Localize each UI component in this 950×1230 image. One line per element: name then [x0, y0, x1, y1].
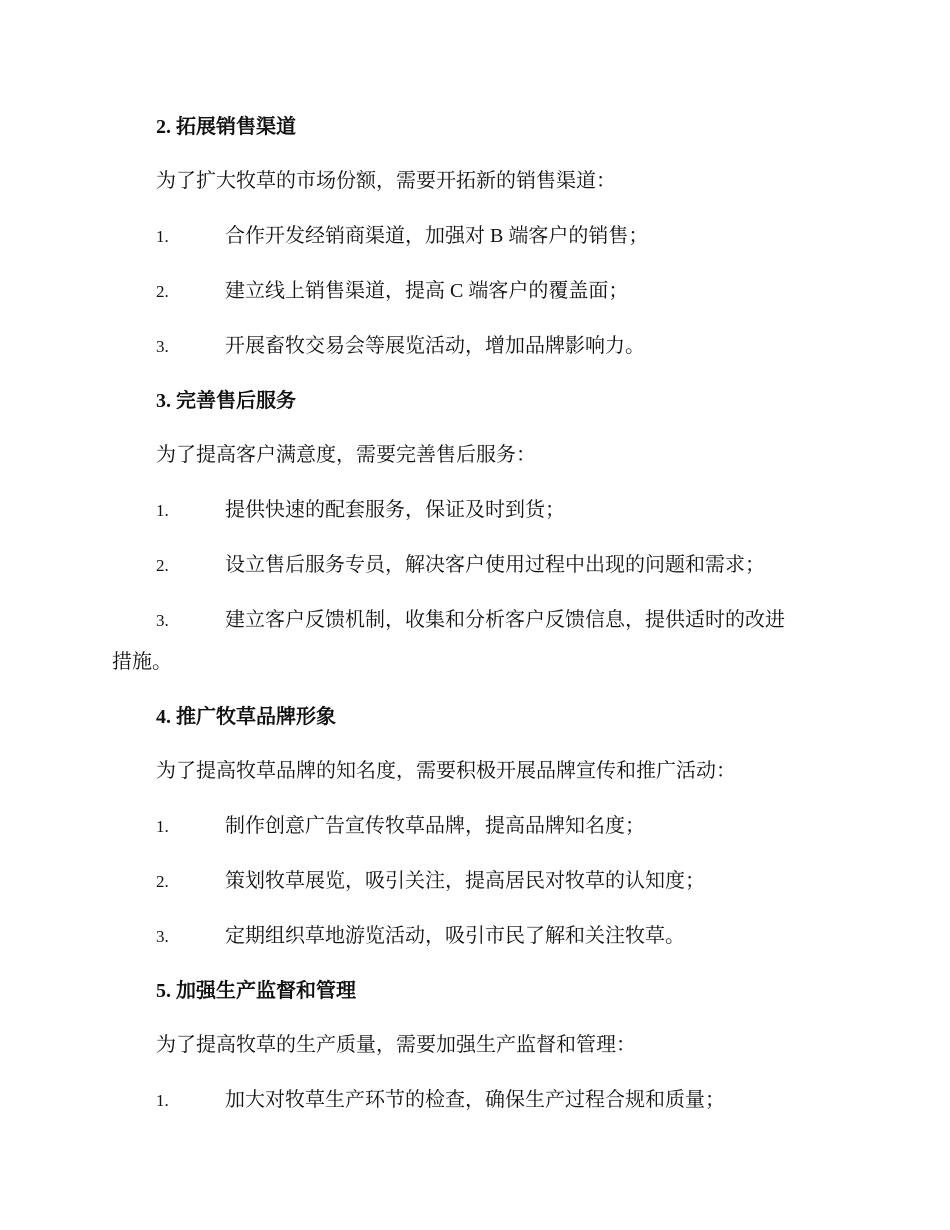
- list-item: 开展畜牧交易会等展览活动，增加品牌影响力。: [225, 335, 645, 357]
- list-item: 合作开发经销商渠道，加强对 B 端客户的销售；: [225, 225, 649, 247]
- list-item: 定期组织草地游览活动，吸引市民了解和关注牧草。: [225, 925, 685, 947]
- list-item-number: 1.: [156, 1091, 169, 1110]
- list-item-number: 1.: [156, 227, 169, 246]
- list-item-number: 2.: [156, 872, 169, 891]
- section-intro: 为了提高牧草品牌的知名度，需要积极开展品牌宣传和推广活动：: [156, 760, 736, 782]
- list-item: 建立线上销售渠道，提高 C 端客户的覆盖面；: [225, 280, 629, 302]
- list-item: 策划牧草展览，吸引关注，提高居民对牧草的认知度；: [225, 870, 705, 892]
- list-item: 制作创意广告宣传牧草品牌，提高品牌知名度；: [225, 815, 645, 837]
- list-item-number: 1.: [156, 501, 169, 520]
- list-item-number: 2.: [156, 556, 169, 575]
- list-item: 设立售后服务专员，解决客户使用过程中出现的问题和需求；: [225, 554, 765, 576]
- list-item-number: 3.: [156, 927, 169, 946]
- section-heading: 5. 加强生产监督和管理: [156, 980, 356, 1002]
- list-item: 建立客户反馈机制，收集和分析客户反馈信息，提供适时的改进: [225, 609, 785, 631]
- list-item-continuation: 措施。: [112, 651, 172, 673]
- section-heading: 2. 拓展销售渠道: [156, 116, 296, 138]
- section-intro: 为了提高客户满意度，需要完善售后服务：: [156, 444, 536, 466]
- section-heading: 3. 完善售后服务: [156, 390, 296, 412]
- list-item-number: 1.: [156, 817, 169, 836]
- list-item-number: 3.: [156, 611, 169, 630]
- section-intro: 为了提高牧草的生产质量，需要加强生产监督和管理：: [156, 1034, 636, 1056]
- section-heading: 4. 推广牧草品牌形象: [156, 706, 336, 728]
- list-item: 加大对牧草生产环节的检查，确保生产过程合规和质量；: [225, 1089, 725, 1111]
- list-item-number: 3.: [156, 337, 169, 356]
- list-item: 提供快速的配套服务，保证及时到货；: [225, 499, 565, 521]
- section-intro: 为了扩大牧草的市场份额，需要开拓新的销售渠道：: [156, 170, 616, 192]
- list-item-number: 2.: [156, 282, 169, 301]
